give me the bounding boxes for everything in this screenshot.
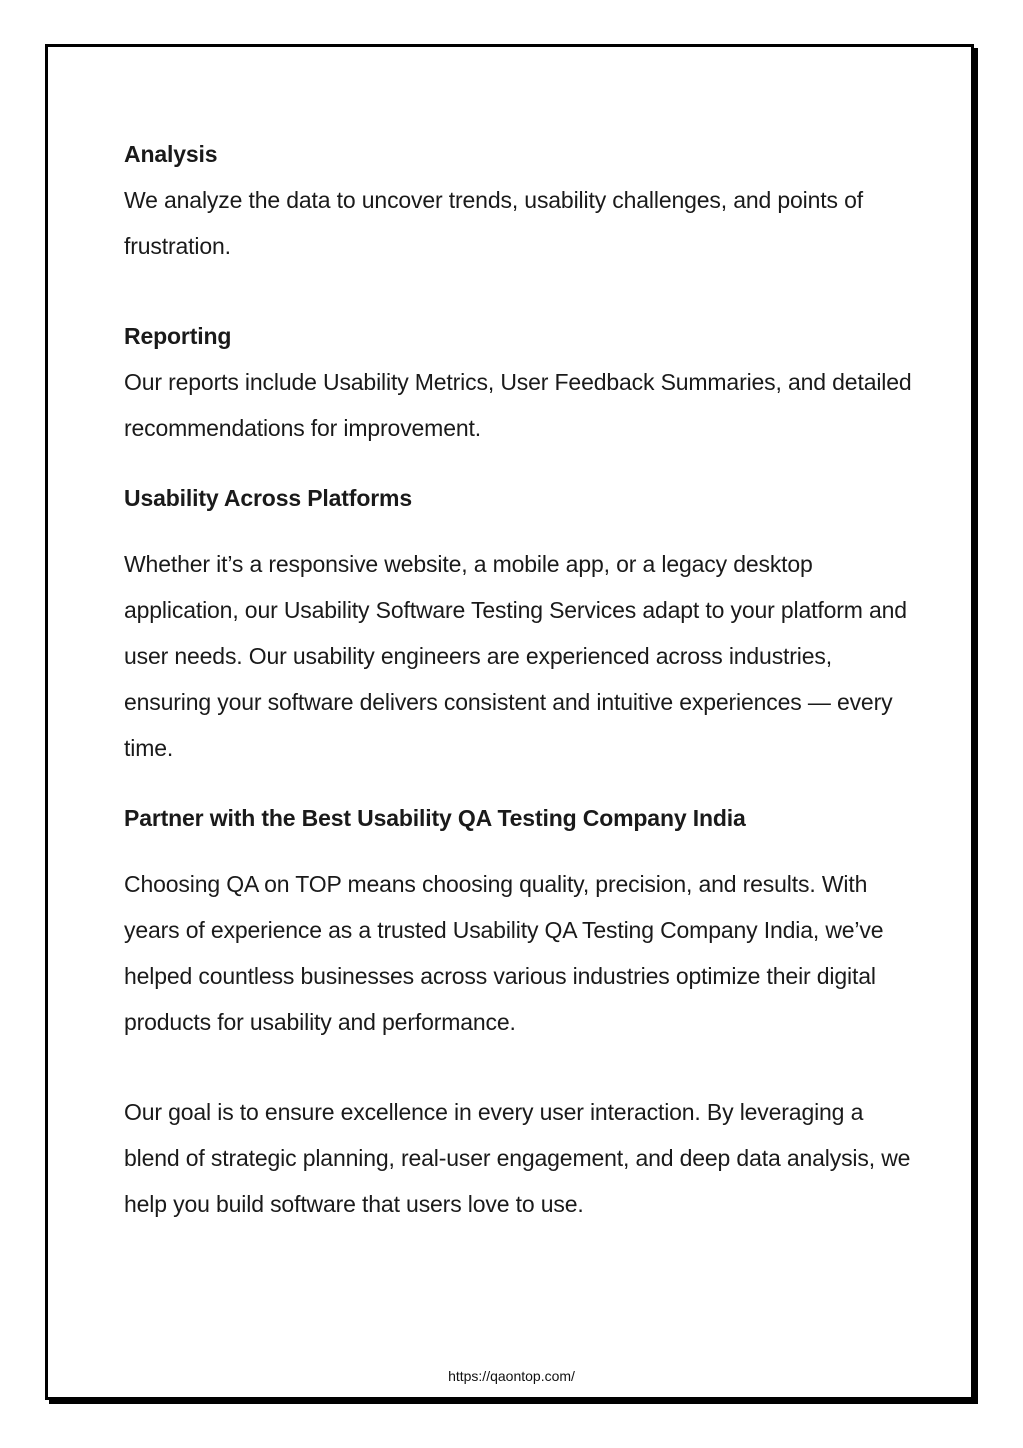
reporting-body: Our reports include Usability Metrics, User Feedback Summaries, and detailed recommendations for improvement. — [124, 369, 912, 441]
partner-heading: Partner with the Best Usability QA Testing Company India — [124, 805, 746, 831]
platforms-heading: Usability Across Platforms — [124, 485, 412, 511]
platforms-body: Whether it’s a responsive website, a mobile app, or a legacy desktop application, our Usability Software Testing Services adapt to your platform and user needs. Our usability engineers are experienced across industries, ensuring your software delivers consistent and intuitive experiences — every time. — [124, 551, 907, 761]
partner-body-1: Choosing QA on TOP means choosing quality, precision, and results. With years of experience as a trusted Usability QA Testing Company India, we’ve helped countless businesses across various industries optimize their digital products for usability and performance. — [124, 871, 884, 1035]
footer-url[interactable]: https://qaontop.com/ — [448, 1368, 575, 1384]
analysis-heading: Analysis — [124, 141, 218, 167]
analysis-body: We analyze the data to uncover trends, usability challenges, and points of frustration. — [124, 187, 863, 259]
partner-body-2: Our goal is to ensure excellence in every user interaction. By leveraging a blend of strategic planning, real-user engagement, and deep data analysis, we help you build software that users love to use. — [124, 1099, 911, 1217]
reporting-heading: Reporting — [124, 323, 232, 349]
